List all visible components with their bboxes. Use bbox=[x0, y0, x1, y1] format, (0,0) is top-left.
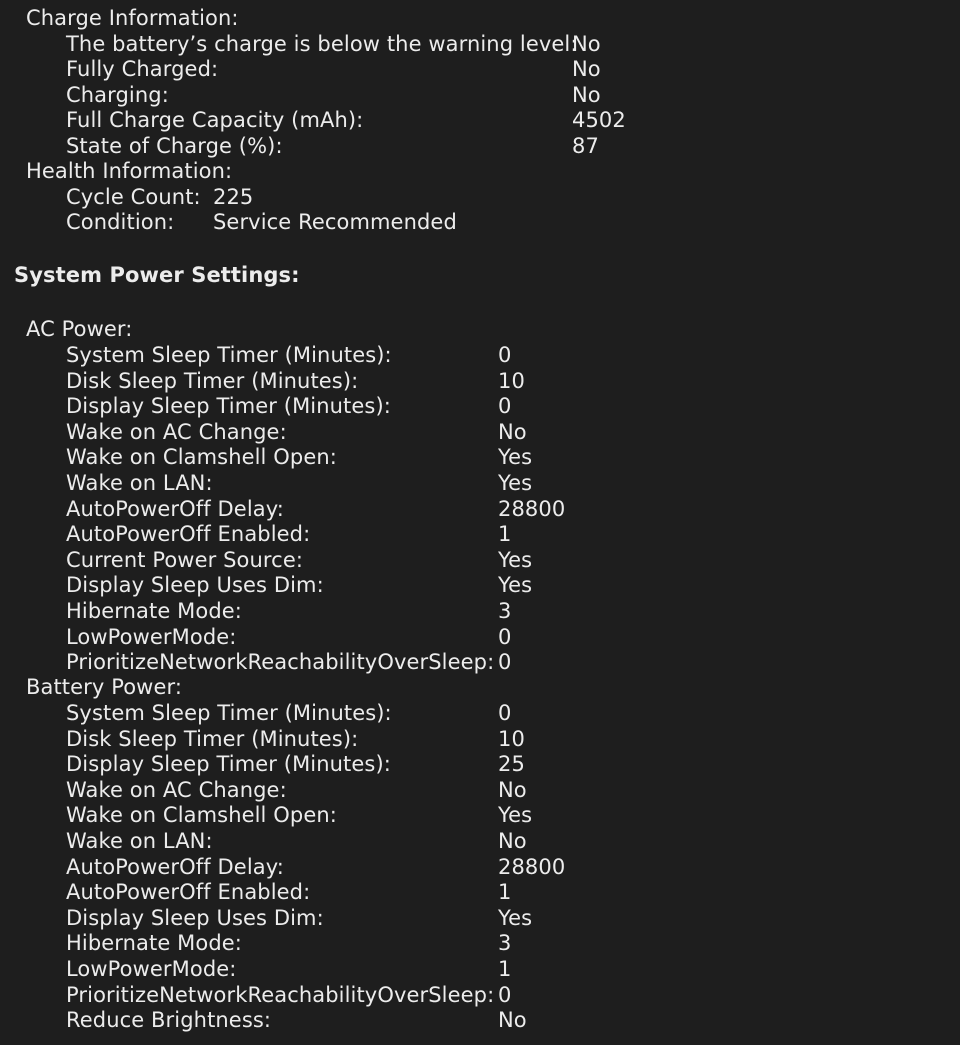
row-label: AutoPowerOff Enabled: bbox=[66, 880, 311, 905]
row-value: 10 bbox=[498, 368, 525, 393]
row-value: 28800 bbox=[498, 496, 566, 521]
row-label: Wake on AC Change: bbox=[66, 777, 287, 802]
row-label: Display Sleep Timer (Minutes): bbox=[66, 752, 391, 777]
charge-row-warning-level bbox=[0, 31, 960, 57]
row-value: No bbox=[498, 1008, 527, 1033]
row-label: Wake on AC Change: bbox=[66, 419, 287, 444]
charge-row-fully-charged bbox=[0, 56, 960, 82]
row-value: 0 bbox=[498, 343, 512, 367]
row-label: Disk Sleep Timer (Minutes): bbox=[66, 726, 359, 751]
setting-row bbox=[0, 802, 960, 828]
ac-power-heading: AC Power: bbox=[26, 317, 133, 341]
row-value: 0 bbox=[498, 701, 512, 725]
row-label: Full Charge Capacity (mAh): bbox=[66, 108, 364, 132]
row-label: AutoPowerOff Enabled: bbox=[66, 522, 311, 547]
row-value: No bbox=[572, 32, 601, 56]
setting-row bbox=[0, 879, 960, 905]
row-value: 1 bbox=[498, 522, 512, 547]
row-label: Fully Charged: bbox=[66, 57, 219, 81]
row-label: System Sleep Timer (Minutes): bbox=[66, 343, 392, 367]
row-label: State of Charge (%): bbox=[66, 134, 283, 158]
row-value: 25 bbox=[498, 752, 525, 777]
row-label: Charging: bbox=[66, 83, 169, 107]
setting-row bbox=[0, 572, 960, 598]
row-label: Hibernate Mode: bbox=[66, 599, 242, 623]
row-value: No bbox=[572, 83, 601, 107]
row-label: Hibernate Mode: bbox=[66, 931, 242, 956]
row-value: No bbox=[498, 829, 527, 853]
setting-row bbox=[0, 496, 960, 522]
setting-row bbox=[0, 368, 960, 394]
row-label: Wake on Clamshell Open: bbox=[66, 803, 337, 828]
setting-row bbox=[0, 726, 960, 752]
row-label: Wake on Clamshell Open: bbox=[66, 445, 337, 470]
row-value: No bbox=[572, 57, 601, 81]
row-value: 0 bbox=[498, 394, 512, 419]
charge-row-state-of-charge bbox=[0, 133, 960, 159]
row-label: PrioritizeNetworkReachabilityOverSleep: bbox=[66, 650, 495, 675]
charge-information-heading: Charge Information: bbox=[26, 6, 239, 30]
setting-row bbox=[0, 598, 960, 624]
row-label: Display Sleep Uses Dim: bbox=[66, 905, 324, 930]
setting-row bbox=[0, 751, 960, 777]
row-value: No bbox=[498, 419, 527, 444]
row-label: Disk Sleep Timer (Minutes): bbox=[66, 368, 359, 393]
health-row-condition bbox=[0, 209, 960, 235]
setting-row bbox=[0, 828, 960, 854]
row-value: Yes bbox=[498, 471, 533, 495]
row-label: PrioritizeNetworkReachabilityOverSleep: bbox=[66, 982, 495, 1007]
row-value: 1 bbox=[498, 880, 512, 905]
health-row-cycle-count bbox=[0, 184, 960, 210]
row-value: 87 bbox=[572, 134, 599, 158]
row-label: Condition: bbox=[66, 210, 175, 234]
health-information-heading: Health Information: bbox=[26, 159, 233, 183]
charge-row-full-capacity bbox=[0, 107, 960, 133]
row-value: 4502 bbox=[572, 108, 626, 132]
row-value: Yes bbox=[498, 905, 533, 930]
setting-row bbox=[0, 700, 960, 726]
row-value: 10 bbox=[498, 726, 525, 751]
setting-row bbox=[0, 982, 960, 1008]
setting-row bbox=[0, 419, 960, 445]
row-value: No bbox=[498, 777, 527, 802]
setting-row bbox=[0, 470, 960, 496]
setting-row bbox=[0, 444, 960, 470]
row-value: 3 bbox=[498, 931, 512, 956]
setting-row bbox=[0, 854, 960, 880]
row-label: Display Sleep Timer (Minutes): bbox=[66, 394, 391, 419]
row-label: Display Sleep Uses Dim: bbox=[66, 573, 324, 598]
row-value: 1 bbox=[498, 957, 512, 981]
row-label: LowPowerMode: bbox=[66, 957, 237, 981]
row-label: LowPowerMode: bbox=[66, 624, 237, 649]
row-label: AutoPowerOff Delay: bbox=[66, 854, 284, 879]
setting-row bbox=[0, 1007, 960, 1033]
row-value: Yes bbox=[498, 547, 533, 572]
setting-row bbox=[0, 393, 960, 419]
row-label: Wake on LAN: bbox=[66, 471, 213, 495]
row-label: System Sleep Timer (Minutes): bbox=[66, 701, 392, 725]
battery-power-heading: Battery Power: bbox=[26, 675, 182, 699]
setting-row bbox=[0, 649, 960, 675]
row-value: Yes bbox=[498, 803, 533, 828]
row-value: Yes bbox=[498, 445, 533, 470]
setting-row bbox=[0, 342, 960, 368]
system-power-settings-heading: System Power Settings: bbox=[14, 263, 300, 287]
setting-row bbox=[0, 905, 960, 931]
row-label: Reduce Brightness: bbox=[66, 1008, 272, 1033]
setting-row bbox=[0, 547, 960, 573]
setting-row bbox=[0, 521, 960, 547]
row-value: 0 bbox=[498, 624, 512, 649]
row-value: Yes bbox=[498, 573, 533, 598]
row-label: AutoPowerOff Delay: bbox=[66, 496, 284, 521]
setting-row bbox=[0, 624, 960, 650]
row-label: The battery’s charge is below the warning level: bbox=[66, 32, 578, 56]
row-label: Current Power Source: bbox=[66, 547, 304, 572]
row-value: 0 bbox=[498, 650, 512, 675]
setting-row bbox=[0, 956, 960, 982]
row-label: Wake on LAN: bbox=[66, 829, 213, 853]
row-value: 225 bbox=[213, 185, 254, 209]
row-value: 0 bbox=[498, 982, 512, 1007]
setting-row bbox=[0, 777, 960, 803]
row-value: 3 bbox=[498, 599, 512, 623]
charge-row-charging bbox=[0, 82, 960, 108]
row-label: Cycle Count: bbox=[66, 185, 201, 209]
row-value: 28800 bbox=[498, 854, 566, 879]
setting-row bbox=[0, 930, 960, 956]
row-value: Service Recommended bbox=[213, 210, 457, 234]
